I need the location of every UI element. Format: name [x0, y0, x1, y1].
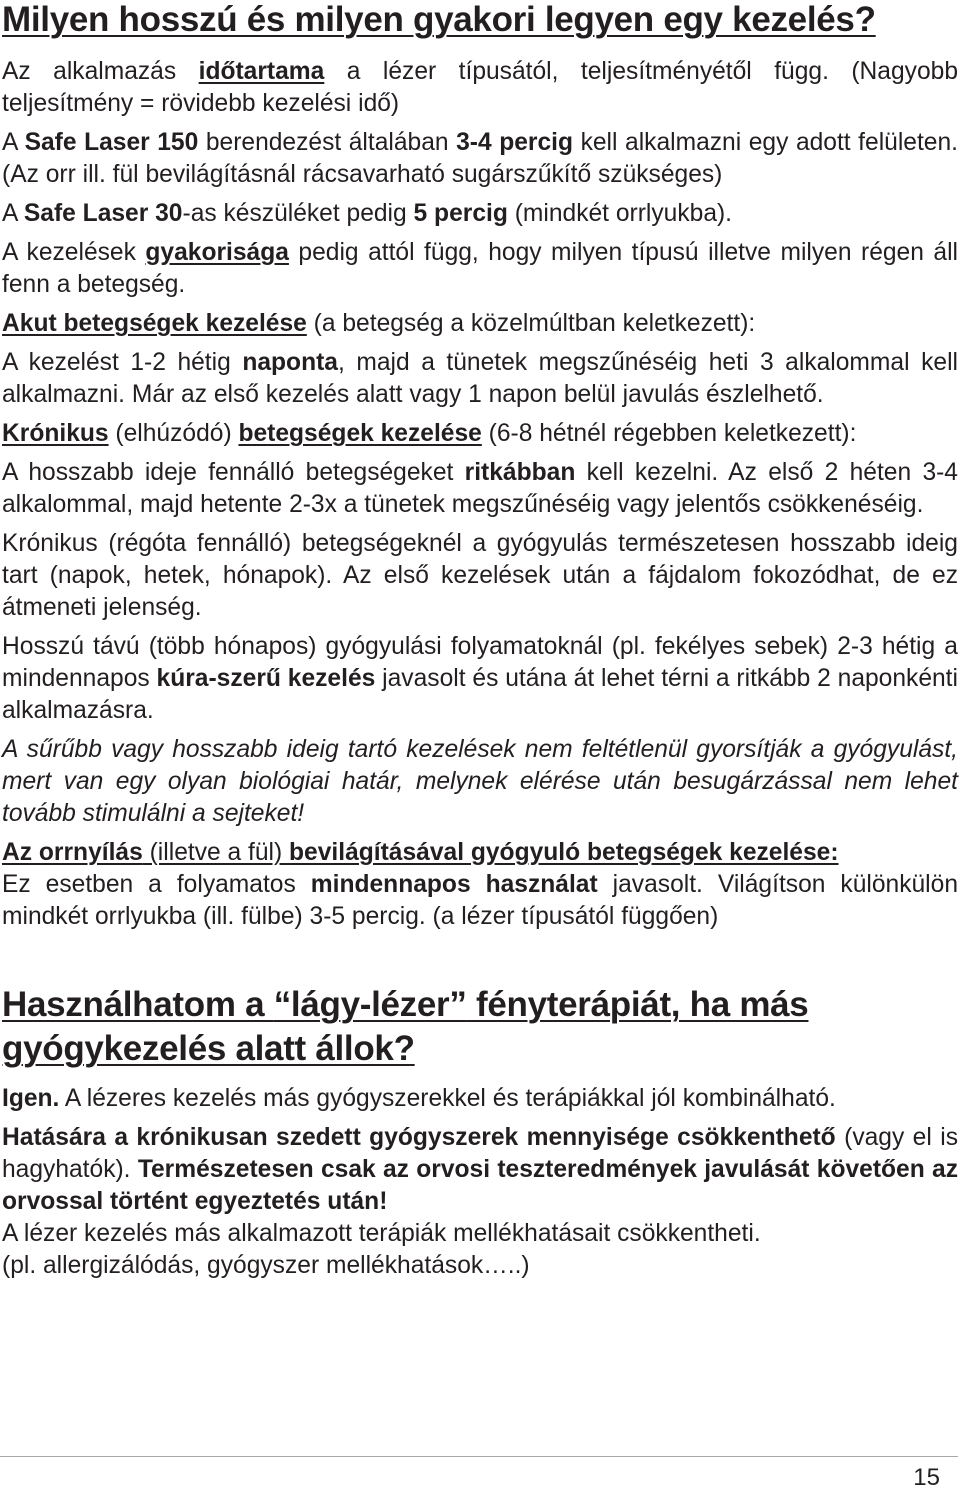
emphasis-minutes: 3-4 percig [456, 129, 574, 156]
text-span: A kezelést 1-2 hétig [2, 349, 243, 376]
text-span: A lézeres kezelés más gyógyszerekkel és terápiákkal jól kombinálható. [59, 1085, 836, 1112]
paragraph-safe-laser-30 [2, 198, 958, 230]
text-span: -as készüléket pedig [182, 200, 414, 227]
text-span: Az alkalmazás [2, 58, 199, 85]
emphasis-less-often: ritkábban [464, 459, 576, 486]
text-span: pedig attól függ, hogy milyen típusú illetve milyen régen áll fenn a betegség. [2, 239, 958, 298]
paragraph-frequency [2, 237, 958, 301]
text-span: (a betegség a közelmúltban keletkezett): [306, 310, 756, 337]
paragraph-nose-body [2, 869, 958, 933]
text-span: Hosszú távú (több hónapos) gyógyulási folyamatoknál (pl. fekélyes sebek) 2-3 hétig a mindennapos [2, 633, 958, 692]
text-span: Használhatom a [2, 985, 274, 1024]
emphasis-device-150: Safe Laser 150 [24, 129, 199, 156]
emphasis-daily-use: mindennapos használat [310, 871, 598, 898]
text-span: (mindkét orrlyukba). [507, 200, 733, 227]
paragraph-acute-body [2, 347, 958, 411]
paragraph-chronic-title [2, 418, 958, 450]
text-span: “lágy-lézer” [273, 985, 467, 1024]
paragraph-chronic-body [2, 457, 958, 521]
emphasis-yes: Igen. [2, 1085, 60, 1112]
paragraph-yes [2, 1083, 958, 1115]
text-span: (illetve a fül) [142, 839, 290, 866]
text-span: A [2, 200, 24, 227]
emphasis-daily: naponta [242, 349, 338, 376]
emphasis-illumination-treatment: bevilágításával gyógyuló betegségek kezelése: [289, 839, 839, 866]
emphasis-chronic: Krónikus [2, 420, 109, 447]
emphasis-minutes: 5 percig [413, 200, 508, 227]
paragraph-biological-limit: A sűrűbb vagy hosszabb ideig tartó kezelések nem feltétlenül gyorsítják a gyógyulást, mert van egy olyan biológiai határ, melynek elérése után besugárzással nem lehet tovább stimulálni a sejteket! [2, 736, 958, 827]
text-span: A kezelések [2, 239, 146, 266]
emphasis-frequency: gyakorisága [145, 239, 289, 266]
text-span: A hosszabb ideje fennálló betegségeket [2, 459, 465, 486]
paragraph-chronic-healing: Krónikus (régóta fennálló) betegségeknél a gyógyulás természetesen hosszabb ideig tart (napok, hetek, hónapok). Az első kezelések után a fájdalom fokozódhat, de ez átmeneti jelenség. [2, 530, 958, 621]
section-heading-combination [2, 983, 958, 1071]
text-span: A [2, 129, 25, 156]
emphasis-nostril: Az orrnyílás [2, 839, 143, 866]
text-span: Ez esetben a folyamatos [2, 871, 311, 898]
section-heading-treatment-duration: Milyen hosszú és milyen gyakori legyen egy kezelés? [2, 0, 876, 39]
text-span: javasolt és utána át lehet térni a ritkább 2 naponkénti alkalmazásra. [2, 665, 958, 724]
paragraph-examples: (pl. allergizálódás, gyógyszer mellékhatások…..) [2, 1252, 530, 1279]
paragraph-duration [2, 56, 958, 120]
paragraph-safe-laser-150 [2, 127, 958, 191]
emphasis-cure-like: kúra-szerű kezelés [156, 665, 376, 692]
text-span: kell kezelni. Az első 2 héten 3-4 alkalommal, majd hetente 2-3x a tünetek megszűnéséig vagy jelentős csökkenéséig. [2, 459, 958, 518]
text-span: javasolt. Világítson különkülön mindkét orrlyukba (ill. fülbe) 3-5 percig. (a lézer típusától függően) [2, 871, 959, 930]
text-span: (6-8 hétnél régebben keletkezett): [481, 420, 857, 447]
paragraph-nose-title [2, 837, 958, 869]
paragraph-long-term [2, 631, 958, 727]
text-span: , majd a tünetek megszűnéséig heti 3 alkalommal kell alkalmazni. Már az első kezelés alatt vagy 1 napon belül javulás észlelhető. [2, 349, 958, 408]
emphasis-acute-treatment: Akut betegségek kezelése [2, 310, 307, 337]
text-span: (elhúzódó) [108, 420, 239, 447]
paragraph-side-effects: A lézer kezelés más alkalmazott terápiák mellékhatásait csökkentheti. [2, 1220, 761, 1247]
text-span: kell alkalmazni egy adott felületen. (Az orr ill. fül bevilágításnál rácsavarható sugárszűkítő szükséges) [2, 129, 958, 188]
paragraph-acute-title [2, 308, 958, 340]
text-span: (vagy el is hagyhatók). [2, 1124, 958, 1183]
paragraph-medication [2, 1122, 958, 1218]
emphasis-doctor-consultation: Természetesen csak az orvosi teszteredmények javulását követően az orvossal történt egyeztetés után! [2, 1156, 958, 1215]
text-span: fényterápiát, ha más gyógykezelés alatt állok? [2, 985, 809, 1068]
text-span: a lézer típusától, teljesítményétől függ. (Nagyobb teljesítmény = rövidebb kezelési idő) [2, 58, 958, 117]
text-span: berendezést általában [198, 129, 457, 156]
emphasis-device-30: Safe Laser 30 [23, 200, 183, 227]
emphasis-reduced-medication: Hatására a krónikusan szedett gyógyszerek mennyisége csökkenthető [2, 1124, 836, 1151]
emphasis-disease-treatment: betegségek kezelése [238, 420, 482, 447]
emphasis-duration: időtartama [198, 58, 325, 85]
footer-divider [0, 1456, 958, 1457]
page-number: 15 [913, 1464, 940, 1491]
